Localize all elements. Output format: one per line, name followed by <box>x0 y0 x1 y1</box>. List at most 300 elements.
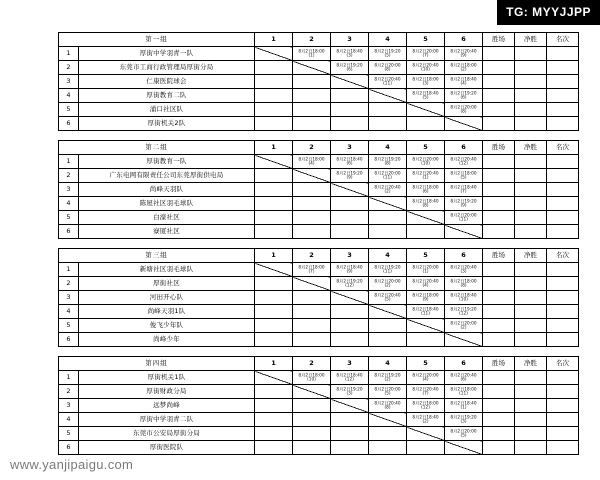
result-wins-cell <box>483 305 515 319</box>
empty-cell <box>255 75 293 89</box>
match-court: (8) <box>422 202 429 208</box>
team-name: 厚街医院队 <box>79 441 255 455</box>
match-court: (12) <box>459 160 468 166</box>
empty-cell <box>293 117 331 131</box>
result-rank-cell <box>547 117 579 131</box>
group-title: 第四组 <box>59 357 255 371</box>
result-net-wins-cell <box>515 89 547 103</box>
table-row <box>59 277 579 291</box>
match-court: (6) <box>346 160 353 166</box>
match-cell <box>293 263 331 277</box>
empty-cell <box>255 333 293 347</box>
column-header-rank: 名次 <box>547 141 579 155</box>
match-datetime: 8月2日20:00 <box>450 428 477 434</box>
match-court: (7) <box>422 52 429 58</box>
team-name: 厚街社区 <box>79 277 255 291</box>
column-header-net-wins: 净胜 <box>515 249 547 263</box>
match-datetime: 8月2日18:00 <box>450 62 477 68</box>
match-datetime: 8月2日19:20 <box>450 198 477 204</box>
column-header-match: 4 <box>369 141 407 155</box>
empty-cell <box>255 117 293 131</box>
empty-cell <box>293 319 331 333</box>
match-datetime: 8月2日18:40 <box>336 372 363 378</box>
empty-cell <box>255 319 293 333</box>
team-name: 厚街教育二队 <box>79 89 255 103</box>
team-name: 新塘社区羽毛球队 <box>79 263 255 277</box>
match-datetime: 8月2日20:40 <box>374 292 401 298</box>
match-datetime: 8月2日18:00 <box>412 400 439 406</box>
match-cell <box>331 155 369 169</box>
result-wins-cell <box>483 399 515 413</box>
result-rank-cell <box>547 183 579 197</box>
match-cell <box>445 75 483 89</box>
column-header-match: 3 <box>331 33 369 47</box>
team-number: 1 <box>59 263 79 277</box>
match-court: (3) <box>346 390 353 396</box>
team-name: 俊飞少年队 <box>79 319 255 333</box>
result-wins-cell <box>483 371 515 385</box>
empty-cell <box>255 61 293 75</box>
empty-cell <box>331 333 369 347</box>
column-header-rank: 名次 <box>547 33 579 47</box>
column-header-match: 6 <box>445 249 483 263</box>
result-net-wins-cell <box>515 47 547 61</box>
column-header-rank: 名次 <box>547 249 579 263</box>
empty-cell <box>331 117 369 131</box>
team-name: 厚街机关2队 <box>79 117 255 131</box>
self-cell <box>293 385 331 399</box>
empty-cell <box>293 305 331 319</box>
group-header-row <box>59 357 579 371</box>
match-cell <box>407 371 445 385</box>
table-row <box>59 61 579 75</box>
result-wins-cell <box>483 197 515 211</box>
team-number: 1 <box>59 155 79 169</box>
match-cell <box>445 103 483 117</box>
column-header-wins: 胜场 <box>483 33 515 47</box>
team-name: 厚街教育一队 <box>79 155 255 169</box>
match-datetime: 8月2日20:40 <box>374 184 401 190</box>
result-wins-cell <box>483 211 515 225</box>
team-number: 4 <box>59 305 79 319</box>
result-rank-cell <box>547 291 579 305</box>
match-cell <box>407 197 445 211</box>
table-row <box>59 413 579 427</box>
match-cell <box>369 371 407 385</box>
team-number: 3 <box>59 75 79 89</box>
match-court: (12) <box>459 310 468 316</box>
result-net-wins-cell <box>515 305 547 319</box>
team-number: 3 <box>59 291 79 305</box>
result-net-wins-cell <box>515 441 547 455</box>
column-header-match: 6 <box>445 33 483 47</box>
self-cell <box>331 399 369 413</box>
empty-cell <box>255 225 293 239</box>
self-cell <box>407 319 445 333</box>
match-court: (12) <box>421 404 430 410</box>
empty-cell <box>255 183 293 197</box>
match-cell <box>445 413 483 427</box>
self-cell <box>369 197 407 211</box>
team-name: 厚街财政分局 <box>79 385 255 399</box>
team-number: 1 <box>59 47 79 61</box>
match-datetime: 8月2日19:20 <box>450 90 477 96</box>
match-cell <box>369 263 407 277</box>
empty-cell <box>255 197 293 211</box>
group-title: 第一组 <box>59 33 255 47</box>
empty-cell <box>255 305 293 319</box>
column-header-match: 1 <box>255 33 293 47</box>
match-datetime: 8月2日18:40 <box>450 400 477 406</box>
team-name: 厚街中学羽青二队 <box>79 413 255 427</box>
table-row <box>59 155 579 169</box>
empty-cell <box>331 441 369 455</box>
match-cell <box>445 61 483 75</box>
result-net-wins-cell <box>515 61 547 75</box>
team-name: 厚街机关1队 <box>79 371 255 385</box>
match-court: (3) <box>460 418 467 424</box>
match-cell <box>293 47 331 61</box>
self-cell <box>331 183 369 197</box>
table-row <box>59 441 579 455</box>
table-row <box>59 169 579 183</box>
match-court: (10) <box>421 160 430 166</box>
result-rank-cell <box>547 75 579 89</box>
match-court: (8) <box>384 66 391 72</box>
match-datetime: 8月2日20:40 <box>412 386 439 392</box>
team-number: 3 <box>59 183 79 197</box>
match-court: (1) <box>460 404 467 410</box>
column-header-match: 5 <box>407 357 445 371</box>
match-court: (2) <box>384 188 391 194</box>
column-header-net-wins: 净胜 <box>515 357 547 371</box>
result-rank-cell <box>547 103 579 117</box>
match-datetime: 8月2日19:20 <box>374 264 401 270</box>
match-court: (8) <box>460 108 467 114</box>
match-court: (7) <box>460 188 467 194</box>
group-table <box>58 32 579 131</box>
match-court: (5) <box>460 432 467 438</box>
column-header-match: 3 <box>331 357 369 371</box>
column-header-match: 2 <box>293 357 331 371</box>
result-net-wins-cell <box>515 427 547 441</box>
match-court: (5) <box>384 296 391 302</box>
empty-cell <box>331 305 369 319</box>
match-cell <box>331 277 369 291</box>
match-court: (4) <box>460 80 467 86</box>
group-title: 第三组 <box>59 249 255 263</box>
match-datetime: 8月2日20:40 <box>450 48 477 54</box>
table-row <box>59 117 579 131</box>
match-court: (1) <box>422 268 429 274</box>
result-rank-cell <box>547 413 579 427</box>
match-datetime: 8月2日18:40 <box>336 48 363 54</box>
match-court: (2) <box>384 376 391 382</box>
empty-cell <box>293 225 331 239</box>
match-cell <box>407 277 445 291</box>
match-cell <box>407 385 445 399</box>
match-datetime: 8月2日19:20 <box>336 278 363 284</box>
result-wins-cell <box>483 183 515 197</box>
match-cell <box>445 211 483 225</box>
match-court: (11) <box>383 268 392 274</box>
result-wins-cell <box>483 333 515 347</box>
match-datetime: 8月2日19:20 <box>336 386 363 392</box>
empty-cell <box>369 211 407 225</box>
schedule-sheet <box>58 32 569 464</box>
result-net-wins-cell <box>515 117 547 131</box>
match-cell <box>445 197 483 211</box>
table-row <box>59 183 579 197</box>
match-datetime: 8月2日20:00 <box>374 278 401 284</box>
empty-cell <box>293 291 331 305</box>
match-datetime: 8月2日20:00 <box>450 104 477 110</box>
match-court: (6) <box>460 376 467 382</box>
column-header-match: 4 <box>369 357 407 371</box>
match-cell <box>369 399 407 413</box>
table-row <box>59 103 579 117</box>
match-datetime: 8月2日18:00 <box>298 264 325 270</box>
result-net-wins-cell <box>515 319 547 333</box>
match-court: (8) <box>384 404 391 410</box>
column-header-match: 2 <box>293 249 331 263</box>
match-court: (7) <box>308 268 315 274</box>
match-court: (10) <box>459 296 468 302</box>
self-cell <box>445 225 483 239</box>
column-header-wins: 胜场 <box>483 357 515 371</box>
result-wins-cell <box>483 385 515 399</box>
match-court: (10) <box>307 376 316 382</box>
match-cell <box>445 183 483 197</box>
match-court: (4) <box>308 160 315 166</box>
match-cell <box>445 263 483 277</box>
result-rank-cell <box>547 305 579 319</box>
result-wins-cell <box>483 169 515 183</box>
empty-cell <box>369 103 407 117</box>
match-cell <box>407 75 445 89</box>
column-header-net-wins: 净胜 <box>515 33 547 47</box>
empty-cell <box>369 319 407 333</box>
empty-cell <box>407 441 445 455</box>
match-court: (9) <box>460 52 467 58</box>
result-net-wins-cell <box>515 291 547 305</box>
empty-cell <box>331 197 369 211</box>
team-name: 仁康医院球会 <box>79 75 255 89</box>
empty-cell <box>331 413 369 427</box>
match-court: (9) <box>422 296 429 302</box>
match-datetime: 8月2日20:40 <box>412 278 439 284</box>
match-datetime: 8月2日19:20 <box>336 170 363 176</box>
match-datetime: 8月2日20:00 <box>450 212 477 218</box>
match-court: (2) <box>422 418 429 424</box>
result-rank-cell <box>547 399 579 413</box>
table-row <box>59 89 579 103</box>
team-number: 2 <box>59 61 79 75</box>
result-wins-cell <box>483 319 515 333</box>
column-header-match: 6 <box>445 357 483 371</box>
table-row <box>59 291 579 305</box>
empty-cell <box>369 225 407 239</box>
table-row <box>59 75 579 89</box>
empty-cell <box>369 333 407 347</box>
match-cell <box>407 47 445 61</box>
result-net-wins-cell <box>515 413 547 427</box>
empty-cell <box>255 441 293 455</box>
team-name: 尚峰少年 <box>79 333 255 347</box>
match-court: (8) <box>384 160 391 166</box>
match-datetime: 8月2日18:40 <box>450 184 477 190</box>
column-header-match: 6 <box>445 141 483 155</box>
match-court: (5) <box>460 174 467 180</box>
result-wins-cell <box>483 413 515 427</box>
empty-cell <box>293 89 331 103</box>
result-net-wins-cell <box>515 225 547 239</box>
empty-cell <box>369 427 407 441</box>
team-number: 2 <box>59 169 79 183</box>
empty-cell <box>331 427 369 441</box>
team-number: 6 <box>59 441 79 455</box>
empty-cell <box>293 75 331 89</box>
match-court: (11) <box>383 174 392 180</box>
match-cell <box>369 183 407 197</box>
match-court: (2) <box>460 324 467 330</box>
empty-cell <box>331 89 369 103</box>
match-datetime: 8月2日19:20 <box>450 414 477 420</box>
empty-cell <box>407 333 445 347</box>
match-datetime: 8月2日19:20 <box>450 306 477 312</box>
column-header-match: 1 <box>255 249 293 263</box>
match-cell <box>445 291 483 305</box>
result-wins-cell <box>483 47 515 61</box>
match-datetime: 8月2日19:20 <box>374 156 401 162</box>
group-header-row <box>59 249 579 263</box>
match-datetime: 8月2日20:00 <box>412 264 439 270</box>
result-wins-cell <box>483 441 515 455</box>
column-header-match: 5 <box>407 249 445 263</box>
match-court: (4) <box>422 376 429 382</box>
empty-cell <box>293 103 331 117</box>
result-wins-cell <box>483 61 515 75</box>
column-header-match: 3 <box>331 141 369 155</box>
match-cell <box>445 385 483 399</box>
team-number: 2 <box>59 385 79 399</box>
self-cell <box>407 103 445 117</box>
result-rank-cell <box>547 197 579 211</box>
match-datetime: 8月2日18:40 <box>412 414 439 420</box>
match-court: (5) <box>422 94 429 100</box>
result-net-wins-cell <box>515 277 547 291</box>
match-datetime: 8月2日18:00 <box>412 292 439 298</box>
match-court: (3) <box>460 268 467 274</box>
empty-cell <box>331 211 369 225</box>
team-name: 寮厦社区 <box>79 225 255 239</box>
match-cell <box>445 399 483 413</box>
match-cell <box>445 427 483 441</box>
match-datetime: 8月2日20:40 <box>374 76 401 82</box>
empty-cell <box>255 427 293 441</box>
result-rank-cell <box>547 47 579 61</box>
match-datetime: 8月2日18:40 <box>412 198 439 204</box>
match-cell <box>369 291 407 305</box>
table-row <box>59 371 579 385</box>
match-cell <box>445 89 483 103</box>
empty-cell <box>293 399 331 413</box>
empty-cell <box>255 385 293 399</box>
table-row <box>59 225 579 239</box>
match-court: (3) <box>346 52 353 58</box>
result-net-wins-cell <box>515 197 547 211</box>
match-court: (2) <box>384 282 391 288</box>
self-cell <box>293 277 331 291</box>
match-court: (9) <box>460 202 467 208</box>
team-number: 5 <box>59 211 79 225</box>
team-name: 广东电网有限责任公司东莞厚街供电局 <box>79 169 255 183</box>
table-row <box>59 385 579 399</box>
group-table <box>58 356 579 455</box>
match-court: (1) <box>422 174 429 180</box>
match-court: (12) <box>345 376 354 382</box>
team-name: 东莞市工商行政管理局厚街分局 <box>79 61 255 75</box>
table-row <box>59 319 579 333</box>
match-datetime: 8月2日20:00 <box>450 320 477 326</box>
self-cell <box>445 333 483 347</box>
empty-cell <box>255 89 293 103</box>
team-number: 1 <box>59 371 79 385</box>
match-court: (11) <box>421 310 430 316</box>
match-cell <box>369 385 407 399</box>
match-datetime: 8月2日18:00 <box>298 156 325 162</box>
match-datetime: 8月2日19:20 <box>374 48 401 54</box>
result-rank-cell <box>547 169 579 183</box>
result-net-wins-cell <box>515 371 547 385</box>
empty-cell <box>255 169 293 183</box>
match-datetime: 8月2日18:00 <box>412 76 439 82</box>
self-cell <box>407 211 445 225</box>
group-table <box>58 140 579 239</box>
match-cell <box>407 263 445 277</box>
column-header-rank: 名次 <box>547 357 579 371</box>
team-name: 涌口社区队 <box>79 103 255 117</box>
match-datetime: 8月2日19:20 <box>336 62 363 68</box>
result-rank-cell <box>547 441 579 455</box>
match-datetime: 8月2日20:00 <box>374 386 401 392</box>
table-row <box>59 305 579 319</box>
team-name: 陈屋社区羽毛球队 <box>79 197 255 211</box>
team-name: 远梦尚峰 <box>79 399 255 413</box>
match-datetime: 8月2日18:00 <box>450 170 477 176</box>
match-court: (2) <box>460 66 467 72</box>
match-court: (6) <box>460 94 467 100</box>
table-row <box>59 47 579 61</box>
self-cell <box>293 61 331 75</box>
match-court: (7) <box>422 390 429 396</box>
match-datetime: 8月2日18:40 <box>450 292 477 298</box>
self-cell <box>255 155 293 169</box>
result-net-wins-cell <box>515 169 547 183</box>
match-cell <box>445 155 483 169</box>
result-rank-cell <box>547 211 579 225</box>
match-datetime: 8月2日20:40 <box>450 372 477 378</box>
match-datetime: 8月2日18:40 <box>336 264 363 270</box>
match-cell <box>331 61 369 75</box>
match-datetime: 8月2日20:00 <box>374 170 401 176</box>
group-title: 第二组 <box>59 141 255 155</box>
team-name: 厚街中学羽青一队 <box>79 47 255 61</box>
match-court: (5) <box>384 52 391 58</box>
match-cell <box>331 169 369 183</box>
match-cell <box>407 183 445 197</box>
empty-cell <box>331 319 369 333</box>
